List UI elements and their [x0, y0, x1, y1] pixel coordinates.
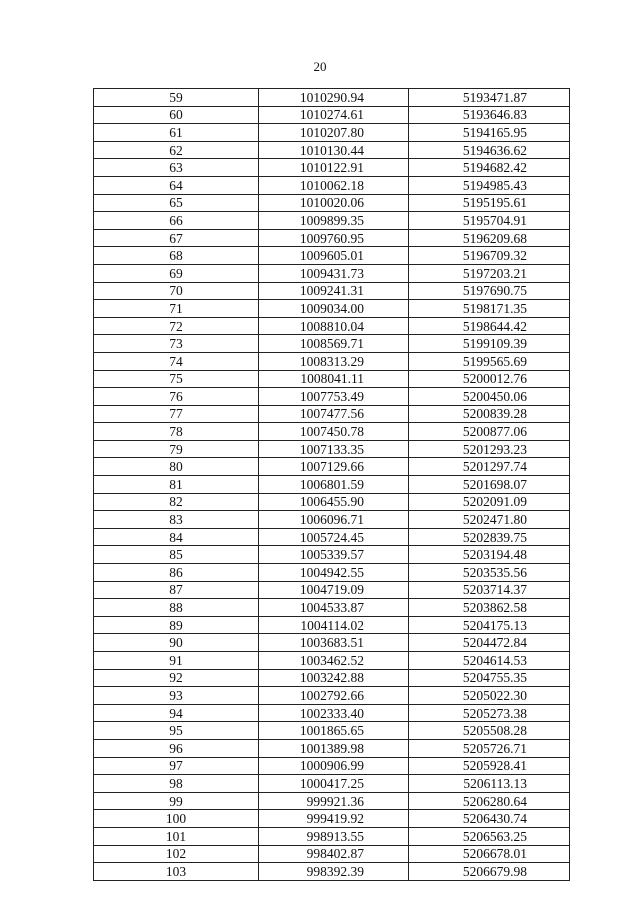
point-number-cell: 94 [94, 704, 259, 722]
coordinate-x-cell: 5205273.38 [409, 704, 570, 722]
point-number-cell: 60 [94, 106, 259, 124]
table-row [94, 687, 570, 705]
coordinate-x-cell: 5194682.42 [409, 159, 570, 177]
coordinate-x-cell: 5203862.58 [409, 599, 570, 617]
point-number-cell: 89 [94, 616, 259, 634]
table-row [94, 194, 570, 212]
table-row [94, 264, 570, 282]
point-number-cell: 75 [94, 370, 259, 388]
table-row [94, 89, 570, 107]
point-number-cell: 81 [94, 476, 259, 494]
coordinate-x-cell: 5195704.91 [409, 212, 570, 230]
point-number-cell: 76 [94, 388, 259, 406]
point-number-cell: 77 [94, 405, 259, 423]
coordinate-y-cell: 1002792.66 [259, 687, 409, 705]
coordinate-x-cell: 5206678.01 [409, 845, 570, 863]
coordinate-y-cell: 1001389.98 [259, 739, 409, 757]
table-row [94, 352, 570, 370]
coordinate-y-cell: 1009760.95 [259, 229, 409, 247]
coordinate-y-cell: 1009241.31 [259, 282, 409, 300]
coordinate-x-cell: 5195195.61 [409, 194, 570, 212]
coordinate-y-cell: 1008041.11 [259, 370, 409, 388]
coordinate-x-cell: 5203535.56 [409, 564, 570, 582]
coordinate-x-cell: 5200877.06 [409, 423, 570, 441]
coordinate-y-cell: 1010274.61 [259, 106, 409, 124]
table-row [94, 827, 570, 845]
point-number-cell: 84 [94, 528, 259, 546]
coordinate-x-cell: 5198644.42 [409, 317, 570, 335]
coordinate-x-cell: 5194985.43 [409, 176, 570, 194]
table-row [94, 652, 570, 670]
coordinate-y-cell: 1010290.94 [259, 89, 409, 107]
point-number-cell: 66 [94, 212, 259, 230]
coordinate-y-cell: 1004719.09 [259, 581, 409, 599]
table-row [94, 159, 570, 177]
coordinate-y-cell: 1005724.45 [259, 528, 409, 546]
coordinate-x-cell: 5202839.75 [409, 528, 570, 546]
coordinate-x-cell: 5206430.74 [409, 810, 570, 828]
coordinate-x-cell: 5200012.76 [409, 370, 570, 388]
coordinate-y-cell: 1006096.71 [259, 511, 409, 529]
coordinate-x-cell: 5206280.64 [409, 792, 570, 810]
coordinate-y-cell: 1009605.01 [259, 247, 409, 265]
point-number-cell: 99 [94, 792, 259, 810]
table-row [94, 388, 570, 406]
point-number-cell: 86 [94, 564, 259, 582]
point-number-cell: 70 [94, 282, 259, 300]
point-number-cell: 97 [94, 757, 259, 775]
coordinate-x-cell: 5202471.80 [409, 511, 570, 529]
table-row [94, 669, 570, 687]
table-row [94, 722, 570, 740]
table-row [94, 212, 570, 230]
point-number-cell: 91 [94, 652, 259, 670]
point-number-cell: 95 [94, 722, 259, 740]
point-number-cell: 92 [94, 669, 259, 687]
table-row [94, 511, 570, 529]
coordinate-y-cell: 1003242.88 [259, 669, 409, 687]
table-row [94, 282, 570, 300]
coordinate-x-cell: 5205726.71 [409, 739, 570, 757]
point-number-cell: 88 [94, 599, 259, 617]
coordinate-x-cell: 5197203.21 [409, 264, 570, 282]
point-number-cell: 85 [94, 546, 259, 564]
point-number-cell: 87 [94, 581, 259, 599]
table-row [94, 300, 570, 318]
coordinate-x-cell: 5196209.68 [409, 229, 570, 247]
coordinate-y-cell: 1008313.29 [259, 352, 409, 370]
point-number-cell: 82 [94, 493, 259, 511]
coordinate-y-cell: 998913.55 [259, 827, 409, 845]
coordinate-y-cell: 1009431.73 [259, 264, 409, 282]
coordinate-x-cell: 5201698.07 [409, 476, 570, 494]
table-row [94, 564, 570, 582]
coordinate-y-cell: 1008569.71 [259, 335, 409, 353]
point-number-cell: 79 [94, 440, 259, 458]
point-number-cell: 63 [94, 159, 259, 177]
table-row [94, 599, 570, 617]
point-number-cell: 80 [94, 458, 259, 476]
coordinate-y-cell: 998392.39 [259, 863, 409, 881]
coordinate-y-cell: 1000417.25 [259, 775, 409, 793]
coordinate-y-cell: 1010207.80 [259, 124, 409, 142]
point-number-cell: 101 [94, 827, 259, 845]
point-number-cell: 90 [94, 634, 259, 652]
point-number-cell: 93 [94, 687, 259, 705]
point-number-cell: 62 [94, 141, 259, 159]
table-row [94, 775, 570, 793]
coordinate-y-cell: 1006455.90 [259, 493, 409, 511]
point-number-cell: 98 [94, 775, 259, 793]
coordinate-y-cell: 1010130.44 [259, 141, 409, 159]
coordinate-y-cell: 1000906.99 [259, 757, 409, 775]
table-row [94, 106, 570, 124]
table-row [94, 792, 570, 810]
table-row [94, 757, 570, 775]
table-row [94, 739, 570, 757]
point-number-cell: 96 [94, 739, 259, 757]
coordinate-y-cell: 1006801.59 [259, 476, 409, 494]
table-row [94, 476, 570, 494]
table-row [94, 493, 570, 511]
table-row [94, 141, 570, 159]
coordinate-x-cell: 5204755.35 [409, 669, 570, 687]
coordinates-table [93, 88, 570, 881]
coordinate-x-cell: 5205508.28 [409, 722, 570, 740]
point-number-cell: 72 [94, 317, 259, 335]
point-number-cell: 69 [94, 264, 259, 282]
table-row [94, 176, 570, 194]
point-number-cell: 100 [94, 810, 259, 828]
table-row [94, 634, 570, 652]
coordinate-x-cell: 5204472.84 [409, 634, 570, 652]
table-row [94, 405, 570, 423]
table-row [94, 616, 570, 634]
table-row [94, 704, 570, 722]
coordinate-x-cell: 5204614.53 [409, 652, 570, 670]
coordinate-x-cell: 5199109.39 [409, 335, 570, 353]
table-row [94, 581, 570, 599]
coordinate-y-cell: 998402.87 [259, 845, 409, 863]
coordinate-y-cell: 1001865.65 [259, 722, 409, 740]
point-number-cell: 67 [94, 229, 259, 247]
point-number-cell: 68 [94, 247, 259, 265]
coordinate-y-cell: 999419.92 [259, 810, 409, 828]
coordinate-x-cell: 5206563.25 [409, 827, 570, 845]
table-row [94, 458, 570, 476]
coordinate-x-cell: 5203714.37 [409, 581, 570, 599]
point-number-cell: 78 [94, 423, 259, 441]
coordinate-x-cell: 5201293.23 [409, 440, 570, 458]
point-number-cell: 64 [94, 176, 259, 194]
coordinate-x-cell: 5194636.62 [409, 141, 570, 159]
coordinate-x-cell: 5198171.35 [409, 300, 570, 318]
point-number-cell: 102 [94, 845, 259, 863]
point-number-cell: 61 [94, 124, 259, 142]
coordinate-x-cell: 5205928.41 [409, 757, 570, 775]
table-row [94, 229, 570, 247]
coordinate-y-cell: 1007133.35 [259, 440, 409, 458]
coordinate-x-cell: 5200839.28 [409, 405, 570, 423]
coordinates-table-body [94, 89, 570, 881]
coordinate-x-cell: 5205022.30 [409, 687, 570, 705]
coordinate-x-cell: 5193646.83 [409, 106, 570, 124]
table-row [94, 423, 570, 441]
coordinate-y-cell: 1008810.04 [259, 317, 409, 335]
coordinate-y-cell: 1010062.18 [259, 176, 409, 194]
table-row [94, 370, 570, 388]
table-row [94, 546, 570, 564]
coordinate-x-cell: 5206679.98 [409, 863, 570, 881]
table-row [94, 247, 570, 265]
coordinate-y-cell: 1009899.35 [259, 212, 409, 230]
coordinate-x-cell: 5194165.95 [409, 124, 570, 142]
coordinate-y-cell: 1010020.06 [259, 194, 409, 212]
coordinate-y-cell: 999921.36 [259, 792, 409, 810]
coordinate-x-cell: 5204175.13 [409, 616, 570, 634]
coordinate-y-cell: 1002333.40 [259, 704, 409, 722]
point-number-cell: 103 [94, 863, 259, 881]
table-row [94, 845, 570, 863]
coordinate-x-cell: 5206113.13 [409, 775, 570, 793]
coordinate-x-cell: 5196709.32 [409, 247, 570, 265]
coordinate-x-cell: 5203194.48 [409, 546, 570, 564]
table-row [94, 810, 570, 828]
coordinate-y-cell: 1007450.78 [259, 423, 409, 441]
table-row [94, 863, 570, 881]
coordinate-y-cell: 1007129.66 [259, 458, 409, 476]
coordinate-x-cell: 5202091.09 [409, 493, 570, 511]
table-row [94, 440, 570, 458]
point-number-cell: 74 [94, 352, 259, 370]
coordinate-y-cell: 1003462.52 [259, 652, 409, 670]
coordinate-y-cell: 1004533.87 [259, 599, 409, 617]
coordinate-y-cell: 1003683.51 [259, 634, 409, 652]
table-row [94, 124, 570, 142]
coordinate-y-cell: 1004114.02 [259, 616, 409, 634]
coordinate-y-cell: 1004942.55 [259, 564, 409, 582]
table-row [94, 317, 570, 335]
table-row [94, 528, 570, 546]
point-number-cell: 59 [94, 89, 259, 107]
coordinate-x-cell: 5200450.06 [409, 388, 570, 406]
coordinate-x-cell: 5197690.75 [409, 282, 570, 300]
point-number-cell: 73 [94, 335, 259, 353]
coordinate-x-cell: 5193471.87 [409, 89, 570, 107]
coordinate-x-cell: 5199565.69 [409, 352, 570, 370]
page-number: 20 [313, 59, 327, 74]
table-row [94, 335, 570, 353]
point-number-cell: 71 [94, 300, 259, 318]
coordinate-y-cell: 1010122.91 [259, 159, 409, 177]
coordinate-y-cell: 1005339.57 [259, 546, 409, 564]
point-number-cell: 83 [94, 511, 259, 529]
coordinate-y-cell: 1009034.00 [259, 300, 409, 318]
coordinate-y-cell: 1007477.56 [259, 405, 409, 423]
coordinate-x-cell: 5201297.74 [409, 458, 570, 476]
coordinate-y-cell: 1007753.49 [259, 388, 409, 406]
point-number-cell: 65 [94, 194, 259, 212]
